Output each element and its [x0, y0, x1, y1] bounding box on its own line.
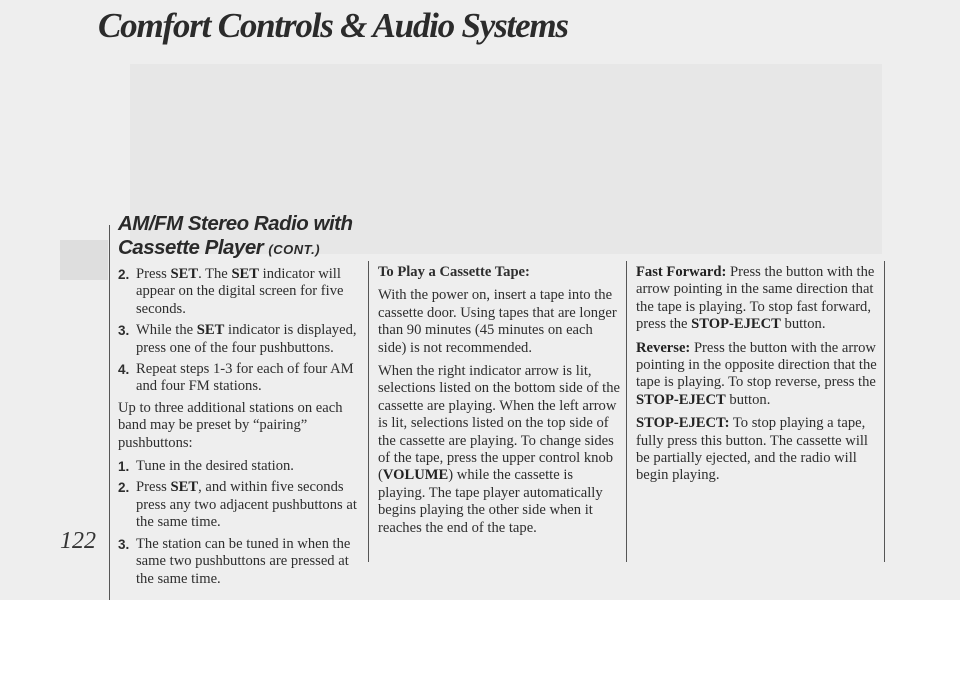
step-text: While the: [136, 322, 197, 339]
stop-eject-keyword: STOP-EJECT: [636, 391, 726, 408]
page-title: Comfort Controls & Audio Systems: [98, 6, 568, 45]
reverse-paragraph: [636, 340, 882, 410]
list-item: [118, 322, 366, 357]
side-tab: [60, 240, 108, 280]
paragraph-text: Press the button with the arrow pointing in the same direction that the tape is playing. To stop fast forward, press the: [636, 264, 875, 333]
paragraph-text: button.: [725, 391, 771, 408]
step-number: 2.: [118, 267, 130, 282]
section-title: AM/FM Stereo Radio with Cassette Player: [118, 212, 353, 259]
step-text: Press: [136, 266, 171, 282]
page-number: 122: [60, 528, 96, 554]
list-item: [118, 536, 366, 588]
column-3: [636, 264, 882, 491]
continued-label: (CONT.): [268, 242, 321, 257]
pairing-paragraph: Up to three additional stations on each band may be preset by “pairing” pushbuttons:: [118, 399, 343, 451]
paragraph: [378, 363, 624, 537]
list-item: [118, 361, 366, 396]
fast-forward-paragraph: [636, 264, 882, 334]
stop-eject-label: STOP-EJECT:: [636, 415, 730, 432]
column-rule: [109, 225, 110, 600]
step-number: 1.: [118, 459, 130, 475]
step-text: Tune in the desired station.: [136, 458, 294, 475]
step-number: 3.: [118, 323, 130, 339]
fast-forward-label: Fast Forward:: [636, 264, 727, 280]
stop-eject-keyword: STOP-EJECT: [691, 316, 781, 333]
section-heading: [118, 212, 378, 262]
list-item: [118, 266, 366, 318]
column-1: [118, 266, 366, 592]
step-number: 2.: [118, 480, 130, 496]
paragraph-text: ) while the cassette is playing. The tape player automatically begins playing the other side when it reaches the end of the tape.: [378, 467, 603, 536]
volume-keyword: VOLUME: [382, 467, 449, 484]
step-text: Press: [136, 479, 171, 496]
set-keyword: SET: [170, 479, 199, 496]
paragraph-text: To stop playing a tape, fully press this button. The cassette will be partially ejected, and the radio will begin playing.: [636, 415, 868, 484]
column-rule: [884, 261, 885, 562]
list-item: [118, 458, 366, 475]
column-rule: [626, 261, 627, 562]
step-number: 3.: [118, 536, 130, 552]
column-rule: [368, 261, 369, 562]
paragraph: With the power on, insert a tape into the cassette door. Using tapes that are longer than 90 minutes (45 minutes on each side) is not recommended.: [378, 287, 617, 356]
paragraph-text: Press the button with the arrow pointing in the opposite direction that the tape is playing. To stop reverse, press the: [636, 339, 877, 391]
paragraph-text: button.: [780, 316, 826, 333]
paragraph-text: When the right indicator arrow is lit, selections listed on the bottom side of the cassette are playing. When the left arrow is lit, selections listed on the top side of the cassette are playing. To change sides of the tape, press the upper control knob (: [378, 363, 620, 484]
step-text: Repeat steps 1-3 for each of four AM and four FM stations.: [136, 361, 354, 395]
set-keyword: SET: [231, 266, 260, 282]
step-text: indicator is displayed, press one of the four pushbuttons.: [136, 322, 357, 356]
step-text: indicator will appear on the digital screen for five seconds.: [136, 266, 344, 317]
step-text: , and within five seconds press any two adjacent pushbuttons at the same time.: [136, 479, 357, 531]
stop-eject-paragraph: [636, 415, 882, 485]
step-text: . The: [198, 266, 232, 282]
step-text: The station can be tuned in when the same two pushbuttons are pressed at the same time.: [136, 535, 351, 587]
reverse-label: Reverse:: [636, 339, 691, 356]
set-keyword: SET: [170, 266, 199, 282]
column-2: [378, 264, 624, 543]
set-keyword: SET: [196, 322, 225, 339]
step-number: 4.: [118, 362, 130, 378]
subheading: To Play a Cassette Tape:: [378, 264, 530, 280]
list-item: [118, 479, 366, 531]
